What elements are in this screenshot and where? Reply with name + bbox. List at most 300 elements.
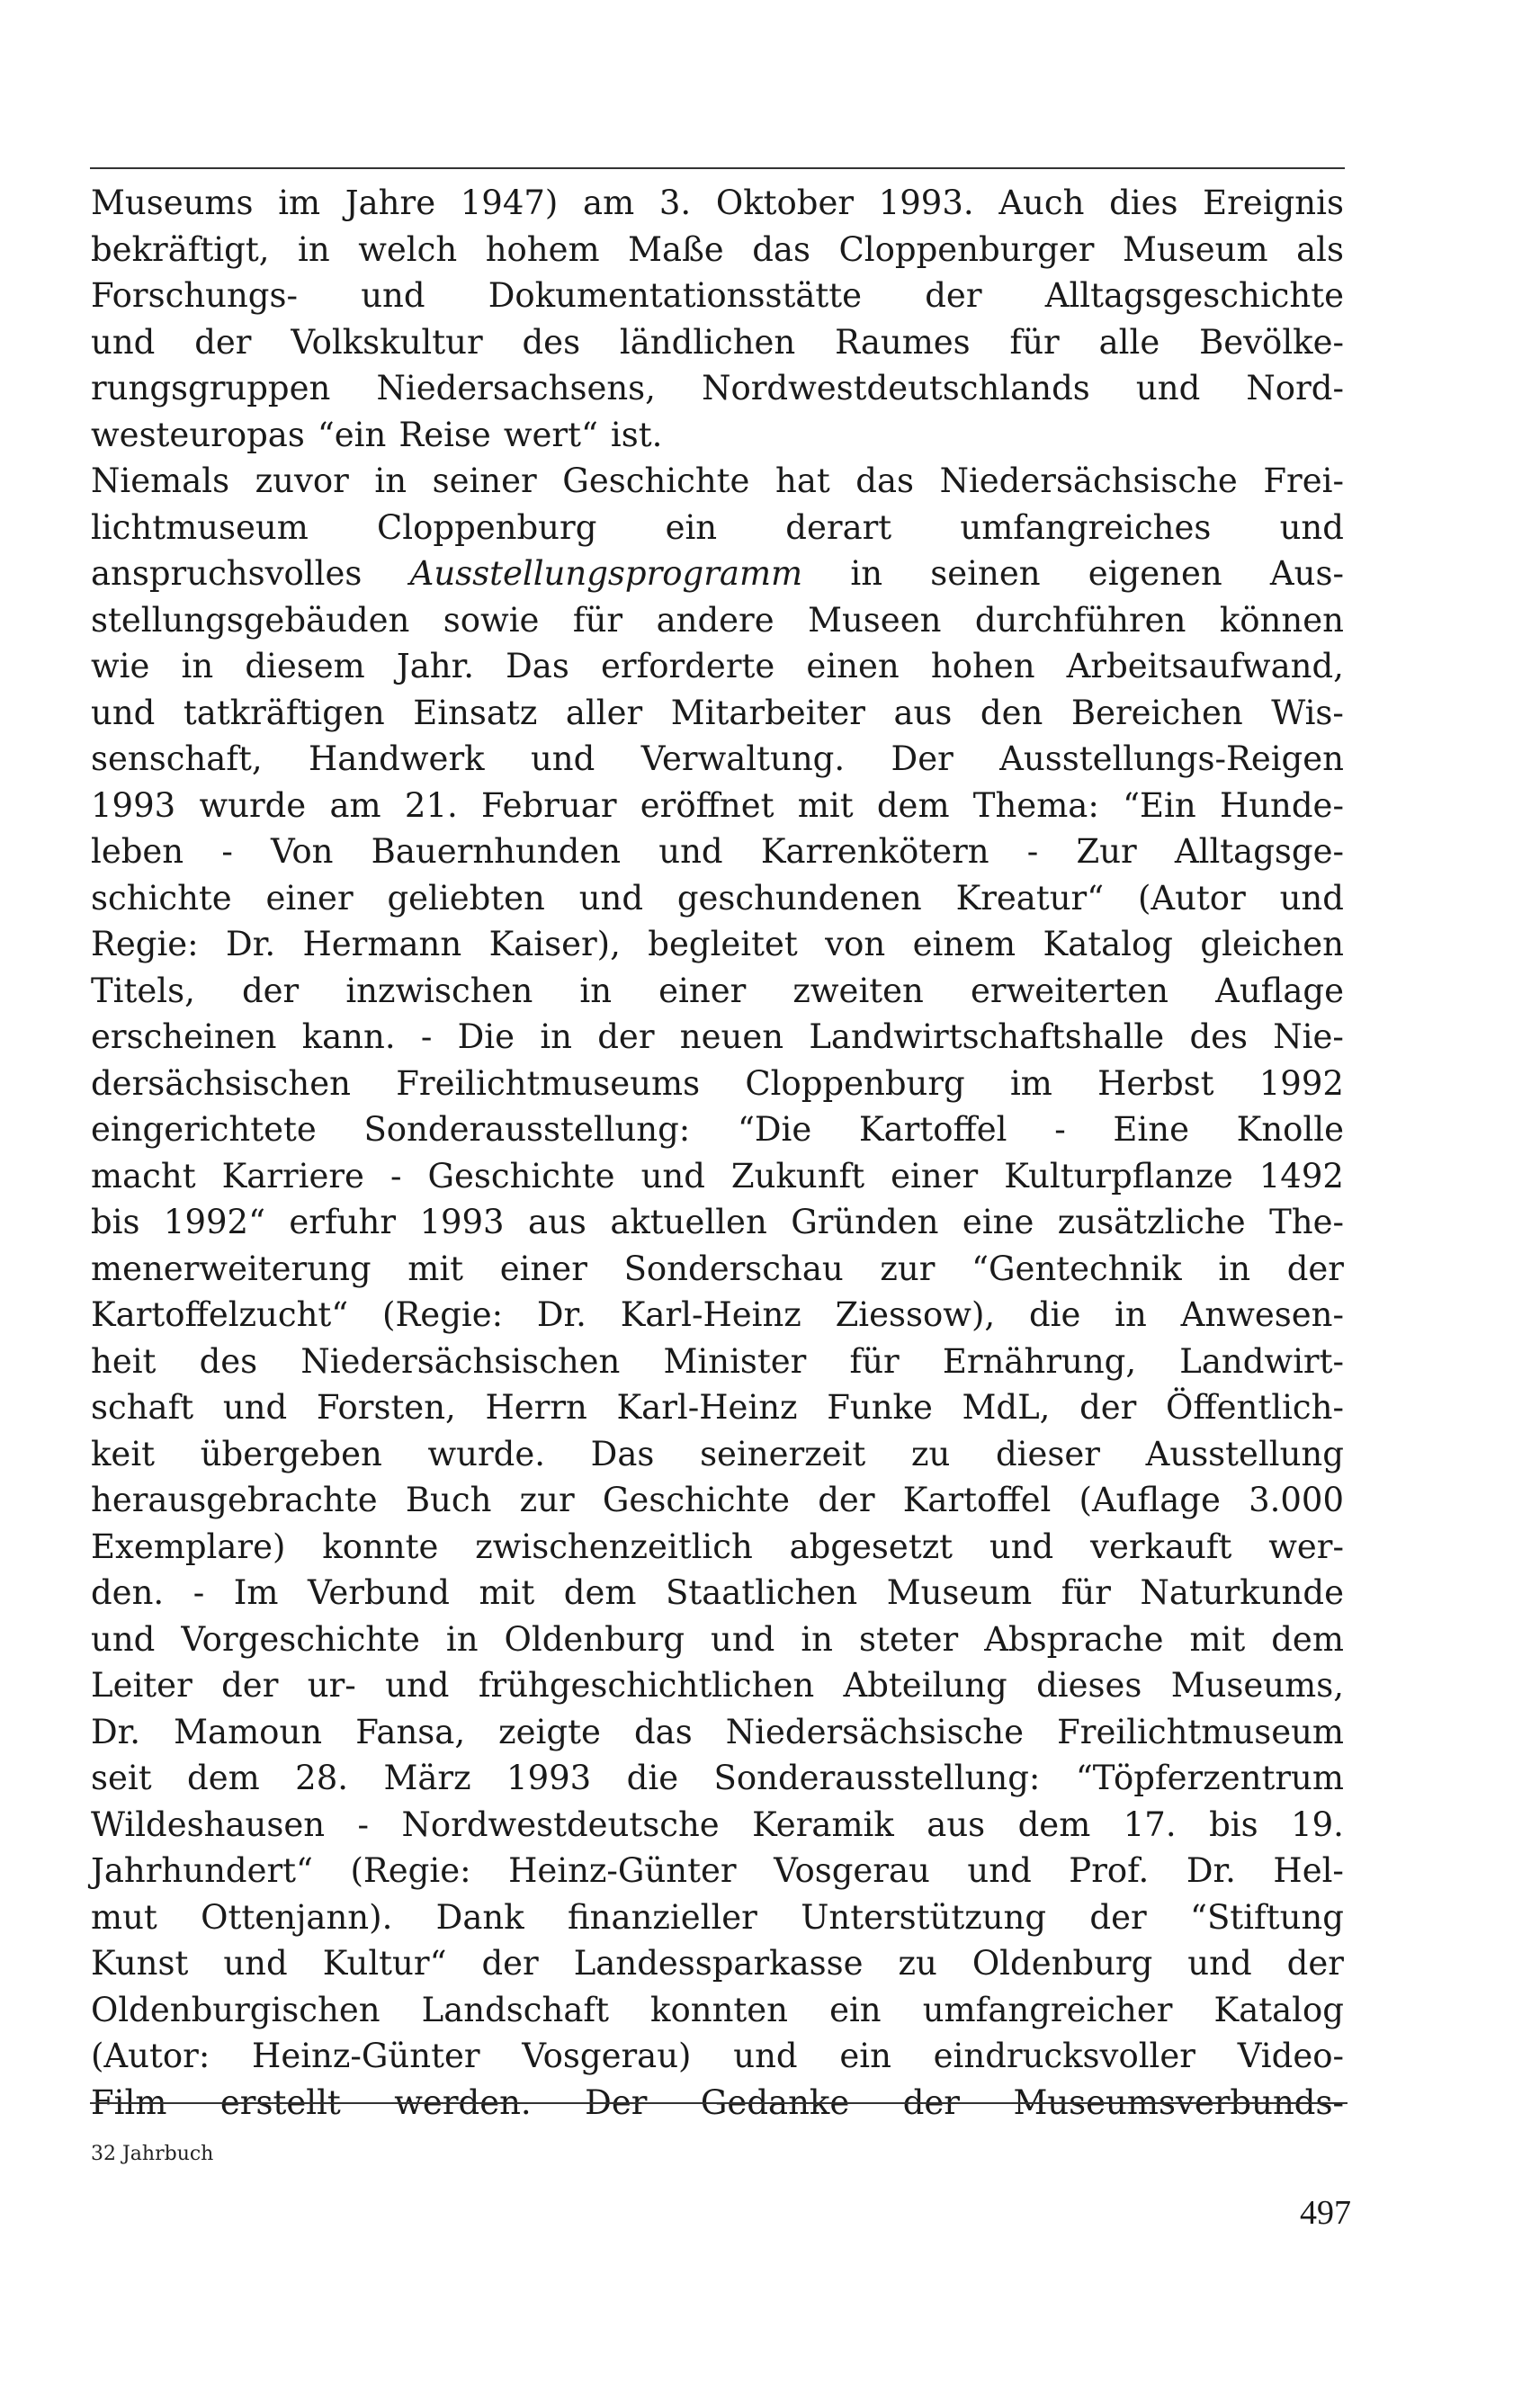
word: und — [640, 1156, 705, 1195]
word: der — [597, 1017, 655, 1056]
word: leben — [91, 832, 184, 871]
text-line — [91, 273, 1344, 319]
text-line — [91, 319, 1344, 366]
word: erstellt — [219, 2082, 341, 2122]
word: anspruchsvolles — [91, 554, 363, 593]
word: Der — [891, 739, 954, 778]
word: Karriere — [221, 1156, 364, 1195]
word: Hermann — [302, 925, 462, 963]
page-number: 497 — [1300, 2194, 1351, 2232]
text-line — [91, 1709, 1344, 1756]
word: Raumes — [835, 322, 971, 362]
word: mit — [479, 1573, 535, 1612]
word: Kunst — [91, 1944, 189, 1983]
word: seiner — [432, 461, 537, 500]
text-line — [91, 458, 1344, 505]
word: für — [849, 1341, 900, 1381]
word: MdL, — [962, 1388, 1051, 1427]
word: The- — [1269, 1203, 1344, 1241]
word: 1993 — [506, 1759, 592, 1797]
word: Niedersächsische — [725, 1712, 1025, 1751]
word: von — [825, 925, 886, 963]
word: Nordwestdeutschlands — [702, 369, 1090, 407]
text-line — [91, 1662, 1344, 1709]
word: rungsgruppen — [91, 369, 331, 407]
word: Vosgerau) — [522, 2037, 692, 2075]
word: einer — [265, 878, 354, 918]
word: Kulturpflanze — [1004, 1156, 1233, 1195]
word: Naturkunde — [1140, 1573, 1344, 1612]
word: Der — [585, 2082, 648, 2122]
word: Geschichte — [562, 461, 750, 500]
word: seinen — [930, 554, 1041, 593]
word: dieser — [995, 1434, 1100, 1473]
text-line — [91, 1339, 1344, 1385]
word: der — [925, 276, 982, 315]
italic-word: Ausstellungsprogramm — [409, 554, 803, 593]
text-line — [91, 921, 1344, 968]
word: - — [420, 1017, 433, 1056]
word: Dr. — [1186, 1851, 1236, 1890]
word: hat — [774, 461, 830, 500]
word: menerweiterung — [91, 1249, 372, 1288]
word: Mamoun — [174, 1712, 323, 1751]
word: Vorgeschichte — [181, 1619, 420, 1659]
word: lichtmuseum — [91, 507, 309, 547]
text-line — [91, 1848, 1344, 1894]
word: und — [91, 1619, 156, 1659]
word: des — [522, 322, 581, 362]
word: und — [361, 276, 425, 315]
word: einer — [658, 971, 747, 1010]
word: “Gentechnik — [971, 1249, 1182, 1288]
word: Museen — [808, 600, 942, 640]
word: Alltagsgeschichte — [1044, 276, 1344, 315]
word: Dr. — [226, 925, 276, 963]
word: kann. — [301, 1017, 396, 1056]
word: und — [989, 1527, 1054, 1566]
word: dersächsischen — [91, 1063, 351, 1103]
word: Aus- — [1269, 554, 1344, 593]
word: (Autor — [1137, 878, 1246, 918]
word: aus — [528, 1203, 586, 1241]
text-line — [91, 365, 1344, 412]
word: Funke — [827, 1388, 933, 1427]
word: Museumsverbunds- — [1013, 2082, 1344, 2122]
word: hohen — [930, 647, 1035, 685]
text-line — [91, 1014, 1344, 1061]
word: herausgebrachte — [91, 1481, 378, 1519]
word: dem — [1271, 1619, 1344, 1659]
word: konnten — [650, 1990, 788, 2029]
word: in — [298, 229, 330, 269]
word: Kartoffelzucht“ — [91, 1295, 349, 1334]
word: wer- — [1268, 1527, 1344, 1566]
word: und — [1279, 507, 1344, 547]
word: sowie — [443, 600, 540, 640]
word: (Regie: — [382, 1295, 504, 1334]
word: erforderte — [601, 647, 775, 685]
footer-note: 32 Jahrbuch — [91, 2143, 214, 2165]
word: in — [850, 554, 883, 593]
word: die — [626, 1759, 679, 1797]
word: diesem — [245, 647, 365, 685]
word: Auch — [998, 184, 1085, 222]
word: Niedersachsens, — [376, 369, 656, 407]
word: der — [481, 1944, 539, 1983]
word: 1993. — [878, 184, 974, 222]
word: mit — [797, 785, 854, 825]
word: begleitet — [648, 925, 798, 963]
word: aus — [927, 1804, 986, 1844]
word: Freilichtmuseums — [396, 1063, 701, 1103]
word: und — [91, 693, 156, 732]
word: - — [1026, 832, 1039, 871]
word: für — [572, 600, 623, 640]
word: Buch — [405, 1481, 492, 1519]
word: Hel- — [1273, 1851, 1344, 1890]
word: Bevölke- — [1199, 322, 1344, 362]
word: und — [91, 322, 156, 362]
word: 3.000 — [1249, 1481, 1344, 1519]
word: “Ein — [1123, 785, 1196, 825]
word: (Auflage — [1079, 1481, 1221, 1519]
text-line — [91, 875, 1344, 922]
word: zusätzliche — [1057, 1203, 1246, 1241]
word: Karrenkötern — [760, 832, 989, 871]
word: Geschichte — [427, 1156, 615, 1195]
word: Nie- — [1273, 1017, 1344, 1056]
word: den — [980, 693, 1043, 732]
word: Landschaft — [421, 1990, 609, 2029]
word: in — [181, 647, 214, 685]
word: für — [1009, 322, 1060, 362]
text-line — [91, 2033, 1344, 2080]
word: westeuropas — [91, 415, 305, 454]
text-line — [91, 643, 1344, 690]
body-text — [91, 180, 1344, 2126]
word: Thema: — [972, 785, 1099, 825]
word: hohem — [485, 229, 600, 269]
word: Sonderausstellung: — [363, 1110, 691, 1149]
word: Leiter — [91, 1666, 192, 1705]
word: Katalog — [1043, 925, 1173, 963]
word: das — [633, 1712, 693, 1751]
word: das — [752, 229, 810, 269]
word: März — [383, 1759, 471, 1797]
word: Forsten, — [316, 1388, 456, 1427]
word: aller — [565, 693, 643, 732]
word: eigenen — [1088, 554, 1222, 593]
word: Wildeshausen — [91, 1804, 326, 1844]
word: Staatlichen — [666, 1573, 858, 1612]
word: “Töpferzentrum — [1075, 1759, 1344, 1797]
word: und — [1135, 369, 1201, 407]
word: Niemals — [91, 461, 230, 500]
word: dieses — [1036, 1666, 1142, 1705]
word: und — [1187, 1944, 1252, 1983]
word: einen — [806, 647, 900, 685]
word: wurde — [199, 785, 307, 825]
word: Dank — [435, 1897, 524, 1937]
word: Landwirtschaftshalle — [809, 1017, 1165, 1056]
text-line — [91, 227, 1344, 273]
word: Ottenjann). — [201, 1897, 393, 1937]
word: zwischenzeitlich — [475, 1527, 753, 1566]
word: Jahr. — [396, 647, 474, 685]
word: Ausstellungs-Reigen — [999, 739, 1344, 778]
word: Niedersächsischen — [300, 1341, 621, 1381]
word: Reise — [398, 415, 491, 454]
word: Geschichte — [602, 1481, 791, 1519]
word: Jahrhundert“ — [91, 1851, 313, 1890]
word: dem — [563, 1573, 637, 1612]
word: Hunde- — [1219, 785, 1344, 825]
word: erweiterten — [970, 971, 1169, 1010]
word: durchführen — [974, 600, 1186, 640]
word: der — [1089, 1897, 1147, 1937]
word: Absprache — [984, 1619, 1164, 1659]
word: dem — [187, 1759, 260, 1797]
word: des — [1189, 1017, 1249, 1056]
word: in — [1218, 1249, 1251, 1288]
word: mit — [407, 1249, 464, 1288]
word: schaft — [91, 1388, 194, 1427]
word: Anwesen- — [1180, 1295, 1344, 1334]
text-line — [91, 828, 1344, 875]
word: Fansa, — [355, 1712, 466, 1751]
text-line — [91, 1431, 1344, 1478]
word: Niedersächsische — [939, 461, 1238, 500]
word: der — [1286, 1944, 1344, 1983]
word: 1993 — [91, 785, 176, 825]
word: Ereignis — [1203, 184, 1344, 222]
word: können — [1219, 600, 1344, 640]
word: Karl-Heinz — [620, 1295, 801, 1334]
word: Zur — [1076, 832, 1137, 871]
text-line — [91, 1987, 1344, 2034]
word: als — [1296, 229, 1344, 269]
word: ländlichen — [619, 322, 796, 362]
word: - — [221, 832, 233, 871]
word: der — [818, 1481, 875, 1519]
text-line — [91, 1292, 1344, 1339]
text-line — [91, 1153, 1344, 1200]
word: zu — [910, 1434, 951, 1473]
word: eingerichtete — [91, 1110, 317, 1149]
word: seinerzeit — [700, 1434, 866, 1473]
text-line — [91, 1246, 1344, 1293]
word: Cloppenburg — [745, 1063, 965, 1103]
word: und — [578, 878, 644, 918]
word: finanzieller — [568, 1897, 757, 1937]
word: Das — [590, 1434, 655, 1473]
word: - — [389, 1156, 402, 1195]
word: der — [1079, 1388, 1137, 1427]
word: eröffnet — [640, 785, 774, 825]
word: bis — [1209, 1804, 1258, 1844]
word: schichte — [91, 878, 232, 918]
word: Dr. — [536, 1295, 586, 1334]
word: in — [445, 1619, 479, 1659]
word: und — [223, 1944, 288, 1983]
text-line — [91, 1570, 1344, 1616]
word: Sonderschau — [623, 1249, 844, 1288]
word: erfuhr — [289, 1203, 397, 1241]
word: Oldenburg — [971, 1944, 1153, 1983]
word: und — [711, 1619, 775, 1659]
word: am — [583, 184, 635, 222]
word: Einsatz — [413, 693, 538, 732]
word: und — [222, 1388, 288, 1427]
word: derart — [785, 507, 892, 547]
word: seit — [91, 1759, 152, 1797]
text-line — [91, 1616, 1344, 1663]
word: Das — [506, 647, 569, 685]
word: in — [374, 461, 407, 500]
word: mut — [91, 1897, 157, 1937]
text-line — [91, 1106, 1344, 1153]
word: eindrucksvoller — [933, 2037, 1195, 2075]
word: neuen — [679, 1017, 784, 1056]
word: und — [385, 1666, 450, 1705]
word: dies — [1109, 184, 1178, 222]
word: Cloppenburger — [838, 229, 1095, 269]
word: Arbeitsaufwand, — [1066, 647, 1344, 685]
word: zweiten — [792, 971, 924, 1010]
text-line — [91, 180, 1344, 227]
word: in — [1115, 1295, 1147, 1334]
word: geschundenen — [676, 878, 922, 918]
word: inzwischen — [345, 971, 533, 1010]
word: Museums, — [1170, 1666, 1344, 1705]
word: Kreatur“ — [955, 878, 1105, 918]
word: in — [540, 1017, 572, 1056]
word: und — [733, 2037, 798, 2075]
word: Museum — [1123, 229, 1268, 269]
word: der — [221, 1666, 279, 1705]
word: Regie: — [91, 925, 199, 963]
word: Die — [457, 1017, 515, 1056]
word: Dokumentationsstätte — [488, 276, 863, 315]
word: Auflage — [1215, 971, 1344, 1010]
word: Verwaltung. — [640, 739, 846, 778]
word: Abteilung — [843, 1666, 1007, 1705]
word: andere — [656, 600, 774, 640]
text-line — [91, 1894, 1344, 1941]
word: Titels, — [91, 971, 195, 1010]
word: Alltagsge- — [1174, 832, 1344, 871]
word: Oldenburgischen — [91, 1990, 381, 2029]
word: Gründen — [791, 1203, 939, 1241]
text-line — [91, 1384, 1344, 1431]
word: Exemplare) — [91, 1527, 286, 1566]
word: ist. — [610, 415, 663, 454]
word: Volkskultur — [291, 322, 483, 362]
word: der — [1286, 1249, 1344, 1288]
word: und — [967, 1851, 1032, 1890]
word: Handwerk — [309, 739, 485, 778]
word: Vosgerau — [774, 1851, 930, 1890]
word: wurde. — [427, 1434, 545, 1473]
word: im — [278, 184, 321, 222]
word: Knolle — [1236, 1110, 1344, 1149]
word: das — [855, 461, 915, 500]
word: umfangreicher — [922, 1990, 1173, 2029]
word: Von — [271, 832, 334, 871]
word: Oktober — [715, 184, 855, 222]
word: erscheinen — [91, 1017, 277, 1056]
word: ein — [665, 507, 718, 547]
word: die — [1028, 1295, 1081, 1334]
text-line — [91, 1477, 1344, 1524]
word: des — [199, 1341, 258, 1381]
text-line — [91, 1940, 1344, 1987]
word: Jahre — [345, 184, 436, 222]
word: und — [530, 739, 595, 778]
word: wie — [91, 647, 150, 685]
word: Herbst — [1097, 1063, 1214, 1103]
word: Gedanke — [700, 2082, 850, 2122]
word: Minister — [663, 1341, 807, 1381]
word: Ausstellung — [1145, 1434, 1344, 1473]
word: eine — [962, 1203, 1034, 1241]
word: Karl-Heinz — [616, 1388, 798, 1427]
word: einem — [912, 925, 1016, 963]
text-line — [91, 551, 1344, 597]
word: heit — [91, 1341, 157, 1381]
word: Eine — [1113, 1110, 1189, 1149]
word: geliebten — [387, 878, 545, 918]
word: Maße — [628, 229, 724, 269]
word: Zukunft — [730, 1156, 865, 1195]
word: bekräftigt, — [91, 229, 270, 269]
word: dem — [1017, 1804, 1091, 1844]
word: 17. — [1123, 1804, 1177, 1844]
word: Museums — [91, 184, 254, 222]
text-line — [91, 690, 1344, 737]
word: Verbund — [308, 1573, 450, 1612]
word: Bauernhunden — [371, 832, 622, 871]
word: umfangreiches — [960, 507, 1212, 547]
word: 28. — [295, 1759, 349, 1797]
word: 19. — [1291, 1804, 1344, 1844]
word: wert“ — [503, 415, 598, 454]
word: konnte — [322, 1527, 439, 1566]
word: ein — [839, 2037, 891, 2075]
word: 1492 — [1258, 1156, 1344, 1195]
word: Februar — [481, 785, 617, 825]
word: der — [902, 2082, 960, 2122]
word: 1992“ — [163, 1203, 265, 1241]
word: ein — [829, 1990, 882, 2029]
word: (Autor: — [91, 2037, 210, 2075]
word: aus — [893, 693, 953, 732]
word: zur — [519, 1481, 575, 1519]
word: am — [329, 785, 381, 825]
text-line — [91, 597, 1344, 644]
word: Keramik — [752, 1804, 894, 1844]
word: Film — [91, 2082, 167, 2122]
word: Katalog — [1213, 1990, 1344, 2029]
text-line — [91, 505, 1344, 551]
word: Öffentlich- — [1166, 1388, 1344, 1427]
word: zur — [880, 1249, 936, 1288]
word: steter — [859, 1619, 959, 1659]
word: Kartoffel — [902, 1481, 1052, 1519]
word: bis — [91, 1203, 140, 1241]
word: Freilichtmuseum — [1057, 1712, 1344, 1751]
